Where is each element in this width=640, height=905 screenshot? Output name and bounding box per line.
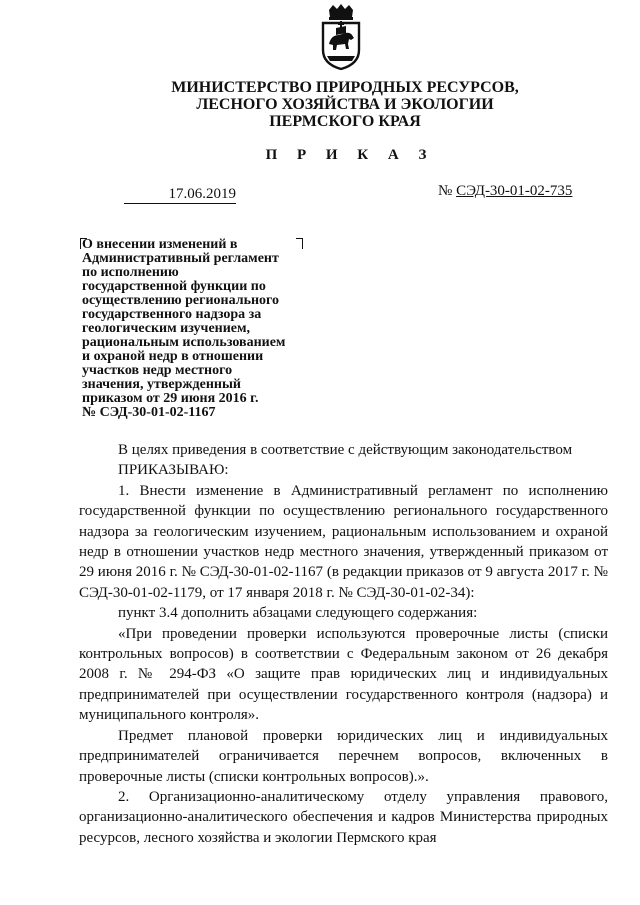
document-number (438, 183, 572, 200)
clause-1-paragraph: 1. Внести изменение в Административный регламент по исполнению государственной функции по осуществлению регионального государственного надзора за геологическим изучением, рациональным использованием и охраной недр в отношении участков недр местного значения, утвержденный приказом от 29 июня 2016 г. № СЭД-30-01-02-1167 (в редакции приказов от 9 августа 2017 г. № СЭД-30-01-02-1179, от 17 января 2018 г. № СЭД-30-01-02-34): (79, 482, 608, 601)
document-body (79, 440, 608, 848)
subject-line: № СЭД-30-01-02-1167 (82, 405, 216, 420)
number-prefix: № (438, 183, 453, 199)
ministry-name (150, 79, 540, 130)
clause-2-paragraph: 2. Организационно-аналитическому отделу управления правового, организационно-аналитического обеспечения и кадров Министерства природных ресурсов, лесного хозяйства и экологии Пермского края (79, 788, 608, 846)
coat-of-arms-icon (319, 4, 363, 70)
subject-line: осуществлению регионального (82, 293, 280, 308)
ministry-line-1: МИНИСТЕРСТВО ПРИРОДНЫХ РЕСУРСОВ, (171, 79, 519, 96)
subject-line: геологическим изучением, (82, 321, 251, 336)
subject-block (82, 238, 324, 420)
subject-line: участков недр местного (82, 363, 233, 378)
amendment-intro-paragraph: пункт 3.4 дополнить абзацами следующего содержания: (118, 605, 478, 622)
preamble-paragraph: В целях приведения в соответствие с действующим законодательством (118, 442, 573, 458)
number-value: СЭД-30-01-02-735 (456, 183, 573, 199)
amendment-text-paragraph: «При проведении проверки используются проверочные листы (списки контрольных вопросов) в соответствии с Федеральным законом от 26 декабря 2008 г. № 294-ФЗ «О защите прав юридических лиц и индивидуальных предпринимателей при осуществлении государственного контроля (надзора) и муниципального контроля». (79, 625, 608, 724)
subject-line: и охраной недр в отношении (82, 349, 264, 364)
subject-line: по исполнению (82, 265, 179, 280)
subject-line: рациональным использованием (82, 335, 286, 350)
subject-line: государственного надзора за (82, 307, 262, 322)
order-word: ПРИКАЗЫВАЮ: (118, 462, 229, 479)
subject-line: государственной функции по (82, 279, 266, 294)
subject-line: Административный регламент (82, 251, 279, 266)
subject-line: приказом от 29 июня 2016 г. (82, 391, 259, 406)
document-type-title: П Р И К А З (265, 147, 435, 163)
amendment-subject-paragraph: Предмет плановой проверки юридических лиц и индивидуальных предпринимателей ограничивается перечнем вопросов, включенных в проверочные листы (списки контрольных вопросов).». (79, 727, 608, 785)
subject-line: О внесении изменений в (82, 237, 238, 252)
ministry-line-3: ПЕРМСКОГО КРАЯ (269, 113, 421, 130)
ministry-line-2: ЛЕСНОГО ХОЗЯЙСТВА И ЭКОЛОГИИ (196, 96, 494, 113)
subject-line: значения, утвержденный (82, 377, 241, 392)
document-date: 17.06.2019 (124, 186, 236, 204)
